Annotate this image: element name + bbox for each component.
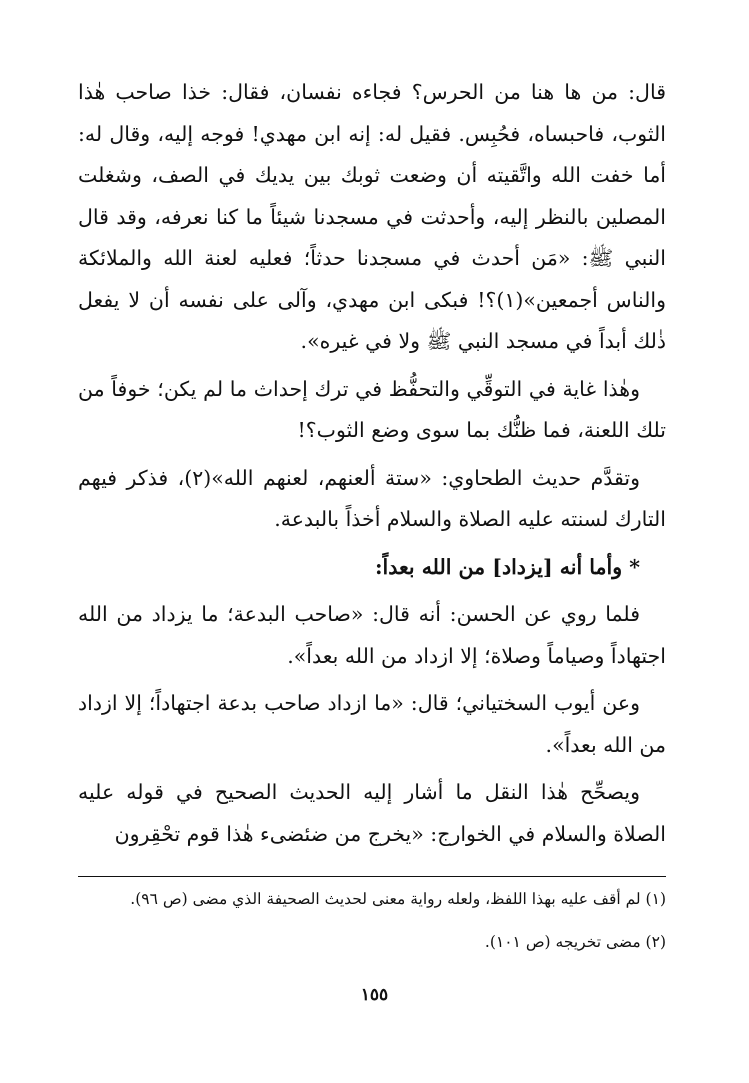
paragraph-khawarij: ويصحِّح هٰذا النقل ما أشار إليه الحديث الصحيح في قوله عليه الصلاة والسلام في الخوارج: «يخرج من ضئضىء هٰذا قوم تحْقِرون — [78, 780, 666, 846]
main-text — [78, 72, 666, 861]
footnotes — [78, 883, 666, 959]
paragraph-story: قال: من ها هنا من الحرس؟ فجاءه نفسان، فقال: خذا صاحب هٰذا الثوب، فاحبساه، فحُبِس. فقيل له: إنه ابن مهدي! فوجه إليه، وقال له: أما خفت الله واتَّقيته أن وضعت ثوبك بين يديك في الصف، وشغلت المصلين بالنظر إليه، وأحدثت في مسجدنا شيئاً ما كنا نعرفه، وقد قال النبي ﷺ: «مَن أحدث في مسجدنا حدثاً؛ فعليه لعنة الله والملائكة والناس أجمعين»(١)؟! فبكى ابن مهدي، وآلى على نفسه أن لا يفعل ذٰلك أبداً في مسجد النبي ﷺ ولا في غيره». — [78, 80, 666, 353]
section-heading: * وأما أنه [يزداد] من الله بعداً: — [374, 554, 640, 579]
footnote-separator — [78, 876, 666, 877]
paragraph-hasan-quote: فلما روي عن الحسن: أنه قال: «صاحب البدعة؛ ما يزداد من الله اجتهاداً وصياماً وصلاة؛ إلا ازداد من الله بعداً». — [78, 602, 666, 668]
footnote-1: (١) لم أقف عليه بهذا اللفظ، ولعله رواية معنى لحديث الصحيفة الذي مضى (ص ٩٦). — [130, 890, 666, 908]
page-number: ١٥٥ — [360, 985, 389, 1005]
footnote-2: (٢) مضى تخريجه (ص ١٠١). — [484, 933, 666, 951]
paragraph-tahawi-hadith: وتقدَّم حديث الطحاوي: «ستة ألعنهم، لعنهم الله»(٢)، فذكر فيهم التارك لسنته عليه الصلاة والسلام أخذاً بالبدعة. — [78, 465, 666, 531]
paragraph-ayyub-quote: وعن أيوب السختياني؛ قال: «ما ازداد صاحب بدعة اجتهاداً؛ إلا ازداد من الله بعداً». — [78, 691, 666, 757]
paragraph-commentary: وهٰذا غاية في التوقِّي والتحفُّظ في ترك إحداث ما لم يكن؛ خوفاً من تلك اللعنة، فما ظنُّك بما سوى وضع الثوب؟! — [78, 376, 666, 442]
